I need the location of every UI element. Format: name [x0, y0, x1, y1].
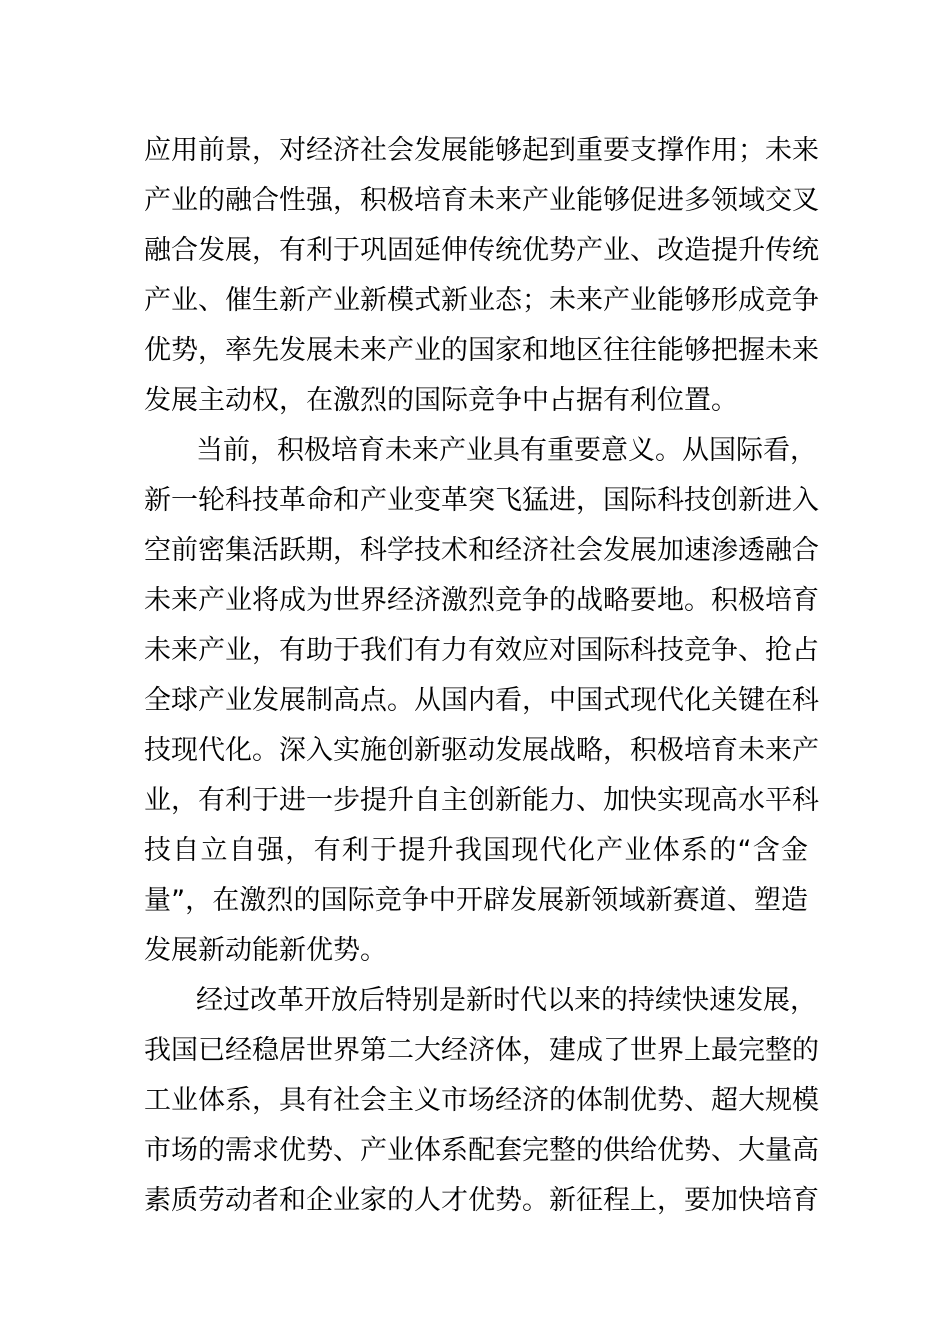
- text-line: 产业、催生新产业新模式新业态；未来产业能够形成竞争: [144, 285, 819, 316]
- paragraph: [144, 426, 819, 976]
- text-line: 技自立自强，有利于提升我国现代化产业体系的“含金: [144, 835, 808, 866]
- text-line: 全球产业发展制高点。从国内看，中国式现代化关键在科: [144, 685, 819, 716]
- text-line: 产业的融合性强，积极培育未来产业能够促进多领域交叉: [144, 185, 819, 216]
- text-line: 未来产业将成为世界经济激烈竞争的战略要地。积极培育: [144, 585, 819, 616]
- paragraph: [144, 126, 819, 426]
- text-line: 新一轮科技革命和产业变革突飞猛进，国际科技创新进入: [144, 485, 819, 516]
- text-line: 当前，积极培育未来产业具有重要意义。从国际看，: [196, 435, 817, 466]
- text-line: 发展新动能新优势。: [144, 935, 387, 966]
- text-line: 融合发展，有利于巩固延伸传统优势产业、改造提升传统: [144, 235, 819, 266]
- text-line: 应用前景，对经济社会发展能够起到重要支撑作用；未来: [144, 135, 819, 166]
- document-body: [144, 126, 819, 1226]
- text-line: 发展主动权，在激烈的国际竞争中占据有利位置。: [144, 385, 738, 416]
- text-line: 空前密集活跃期，科学技术和经济社会发展加速渗透融合: [144, 535, 819, 566]
- text-line: 工业体系，具有社会主义市场经济的体制优势、超大规模: [144, 1085, 819, 1116]
- text-line: 市场的需求优势、产业体系配套完整的供给优势、大量高: [144, 1135, 819, 1166]
- paragraph: [144, 976, 819, 1226]
- text-line: 业，有利于进一步提升自主创新能力、加快实现高水平科: [144, 785, 819, 816]
- text-line: 素质劳动者和企业家的人才优势。新征程上，要加快培育: [144, 1185, 819, 1216]
- text-line: 量”，在激烈的国际竞争中开辟发展新领域新赛道、塑造: [144, 885, 808, 916]
- text-line: 经过改革开放后特别是新时代以来的持续快速发展，: [196, 985, 817, 1016]
- text-line: 技现代化。深入实施创新驱动发展战略，积极培育未来产: [144, 735, 819, 766]
- text-line: 未来产业，有助于我们有力有效应对国际科技竞争、抢占: [144, 635, 819, 666]
- text-line: 我国已经稳居世界第二大经济体，建成了世界上最完整的: [144, 1035, 819, 1066]
- text-line: 优势，率先发展未来产业的国家和地区往往能够把握未来: [144, 335, 819, 366]
